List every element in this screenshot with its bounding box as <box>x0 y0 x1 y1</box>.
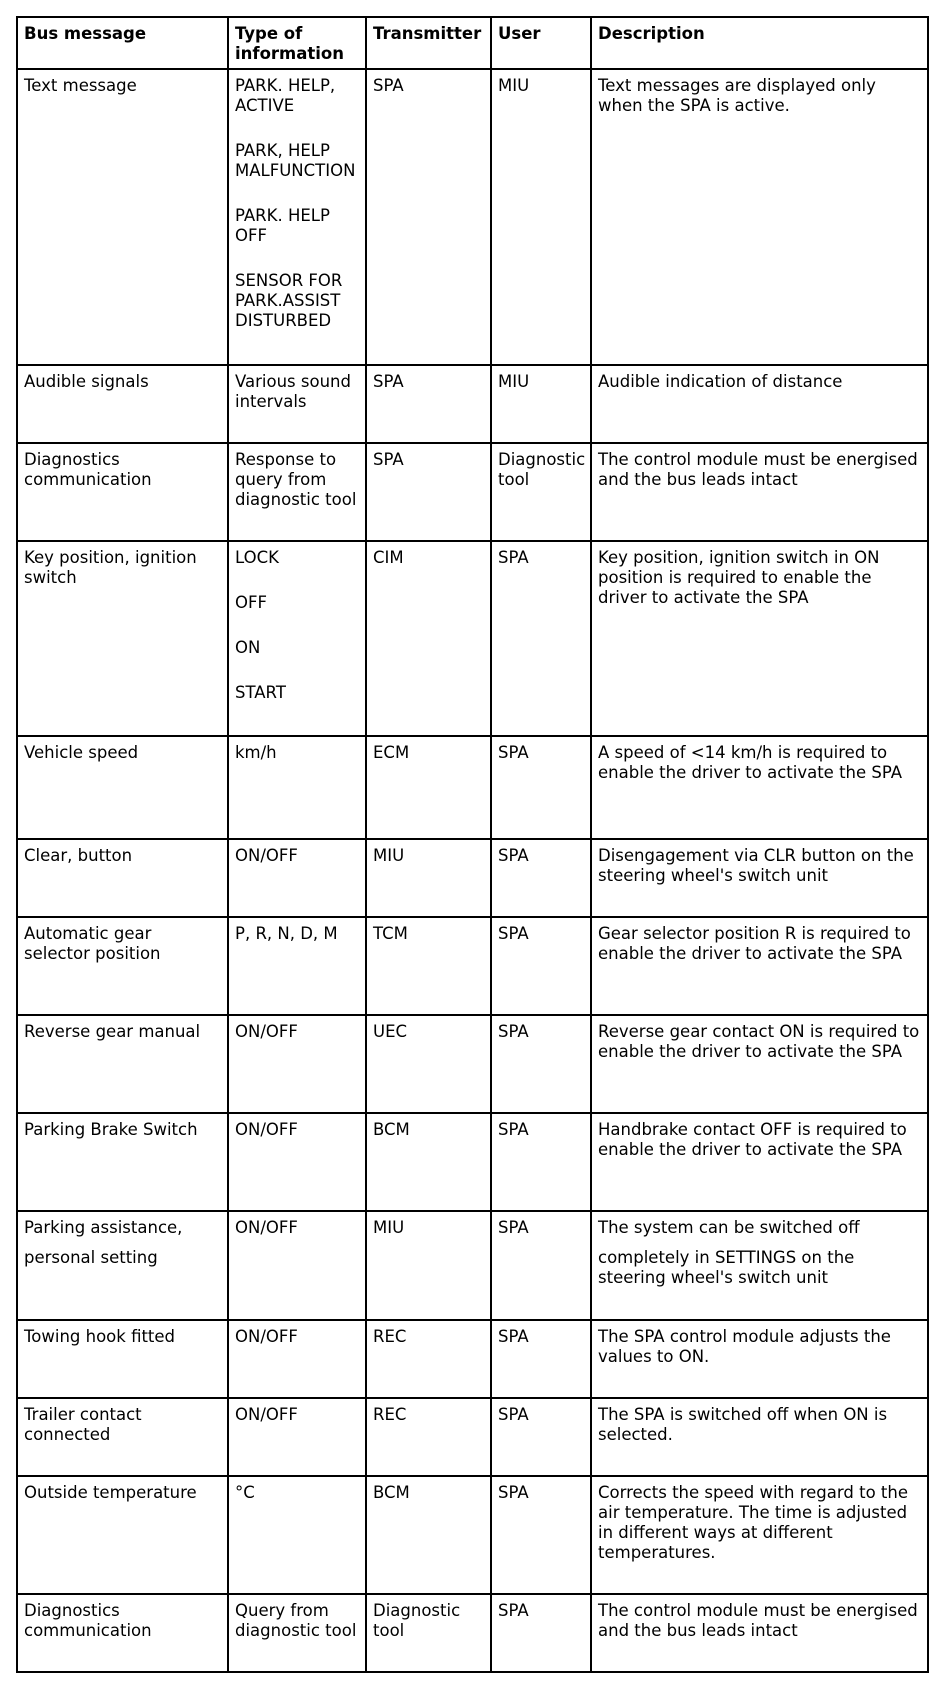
cell-user: SPA <box>491 1398 591 1476</box>
cell-description: Handbrake contact OFF is required to enable the driver to activate the SPA <box>591 1113 928 1211</box>
cell-message: Reverse gear manual <box>17 1015 228 1113</box>
cell-transmitter: SPA <box>366 69 491 365</box>
bus-message-table <box>16 16 929 1673</box>
cell-user: SPA <box>491 1320 591 1398</box>
type-line: OFF <box>235 593 267 612</box>
table-row <box>17 839 928 917</box>
table-row <box>17 1015 928 1113</box>
table-row <box>17 917 928 1015</box>
cell-type: Query from diagnostic tool <box>228 1594 366 1672</box>
cell-message: Key position, ignition switch <box>17 541 228 736</box>
cell-transmitter: ECM <box>366 736 491 839</box>
cell-user: SPA <box>491 1113 591 1211</box>
cell-transmitter: REC <box>366 1398 491 1476</box>
type-line: PARK, HELP MALFUNCTION <box>235 141 356 180</box>
cell-message: Parking Brake Switch <box>17 1113 228 1211</box>
header-bus-message: Bus message <box>17 17 228 69</box>
cell-user: Diagnostic tool <box>491 443 591 541</box>
cell-user: SPA <box>491 1015 591 1113</box>
cell-transmitter: UEC <box>366 1015 491 1113</box>
cell-message: Diagnostics communication <box>17 1594 228 1672</box>
table-row <box>17 365 928 443</box>
cell-type: ON/OFF <box>228 1320 366 1398</box>
cell-user: SPA <box>491 736 591 839</box>
type-line: ON <box>235 638 261 657</box>
header-user: User <box>491 17 591 69</box>
cell-user: MIU <box>491 365 591 443</box>
cell-description: The SPA is switched off when ON is selected. <box>591 1398 928 1476</box>
cell-description: Reverse gear contact ON is required to enable the driver to activate the SPA <box>591 1015 928 1113</box>
cell-message: Clear, button <box>17 839 228 917</box>
cell-type: ON/OFF <box>228 1211 366 1320</box>
cell-type <box>228 541 366 736</box>
cell-user: SPA <box>491 839 591 917</box>
cell-type <box>228 69 366 365</box>
description-line: The system can be switched off <box>598 1218 860 1237</box>
table-row <box>17 69 928 365</box>
cell-user: MIU <box>491 69 591 365</box>
cell-transmitter: Diagnostic tool <box>366 1594 491 1672</box>
cell-user: SPA <box>491 1594 591 1672</box>
header-type-of-information: Type of information <box>228 17 366 69</box>
cell-message: Audible signals <box>17 365 228 443</box>
cell-transmitter: CIM <box>366 541 491 736</box>
cell-transmitter: BCM <box>366 1113 491 1211</box>
cell-type: Various sound intervals <box>228 365 366 443</box>
table-row <box>17 1476 928 1594</box>
cell-description: The control module must be energised and the bus leads intact <box>591 1594 928 1672</box>
cell-type: ON/OFF <box>228 1113 366 1211</box>
cell-message: Automatic gear selector position <box>17 917 228 1015</box>
cell-description: A speed of <14 km/h is required to enable the driver to activate the SPA <box>591 736 928 839</box>
cell-description: Text messages are displayed only when the SPA is active. <box>591 69 928 365</box>
type-line: START <box>235 683 286 702</box>
cell-type: P, R, N, D, M <box>228 917 366 1015</box>
cell-message: Diagnostics communication <box>17 443 228 541</box>
table-row <box>17 1211 928 1320</box>
cell-description: Key position, ignition switch in ON position is required to enable the driver to activate the SPA <box>591 541 928 736</box>
type-line: LOCK <box>235 548 279 567</box>
cell-description: Audible indication of distance <box>591 365 928 443</box>
table-row <box>17 1320 928 1398</box>
cell-transmitter: REC <box>366 1320 491 1398</box>
header-transmitter: Transmitter <box>366 17 491 69</box>
table-row <box>17 1594 928 1672</box>
cell-message: Trailer contact connected <box>17 1398 228 1476</box>
cell-transmitter: TCM <box>366 917 491 1015</box>
table-row <box>17 736 928 839</box>
header-row <box>17 17 928 69</box>
type-line: SENSOR FOR PARK.ASSIST DISTURBED <box>235 271 348 330</box>
type-line: PARK. HELP, ACTIVE <box>235 76 341 115</box>
cell-user: SPA <box>491 541 591 736</box>
type-line: PARK. HELP OFF <box>235 206 336 245</box>
cell-user: SPA <box>491 917 591 1015</box>
cell-transmitter: MIU <box>366 1211 491 1320</box>
cell-description: The SPA control module adjusts the values to ON. <box>591 1320 928 1398</box>
cell-transmitter: BCM <box>366 1476 491 1594</box>
cell-transmitter: SPA <box>366 365 491 443</box>
table-row <box>17 1113 928 1211</box>
cell-type: km/h <box>228 736 366 839</box>
cell-message: Outside temperature <box>17 1476 228 1594</box>
cell-message: Towing hook fitted <box>17 1320 228 1398</box>
cell-user: SPA <box>491 1211 591 1320</box>
cell-message: Vehicle speed <box>17 736 228 839</box>
message-line: Parking assistance, <box>24 1218 183 1237</box>
cell-description <box>591 1211 928 1320</box>
cell-type: °C <box>228 1476 366 1594</box>
table-row <box>17 1398 928 1476</box>
header-description: Description <box>591 17 928 69</box>
cell-description: Corrects the speed with regard to the air temperature. The time is adjusted in different ways at different temperatures. <box>591 1476 928 1594</box>
table-row <box>17 443 928 541</box>
cell-type: ON/OFF <box>228 1398 366 1476</box>
cell-transmitter: MIU <box>366 839 491 917</box>
cell-type: ON/OFF <box>228 1015 366 1113</box>
cell-description: The control module must be energised and the bus leads intact <box>591 443 928 541</box>
cell-transmitter: SPA <box>366 443 491 541</box>
cell-message <box>17 1211 228 1320</box>
cell-description: Gear selector position R is required to enable the driver to activate the SPA <box>591 917 928 1015</box>
cell-message: Text message <box>17 69 228 365</box>
message-line: personal setting <box>24 1248 158 1267</box>
description-line: completely in SETTINGS on the steering wheel's switch unit <box>598 1248 860 1287</box>
cell-user: SPA <box>491 1476 591 1594</box>
cell-type: ON/OFF <box>228 839 366 917</box>
cell-type: Response to query from diagnostic tool <box>228 443 366 541</box>
table-row <box>17 541 928 736</box>
cell-description: Disengagement via CLR button on the steering wheel's switch unit <box>591 839 928 917</box>
